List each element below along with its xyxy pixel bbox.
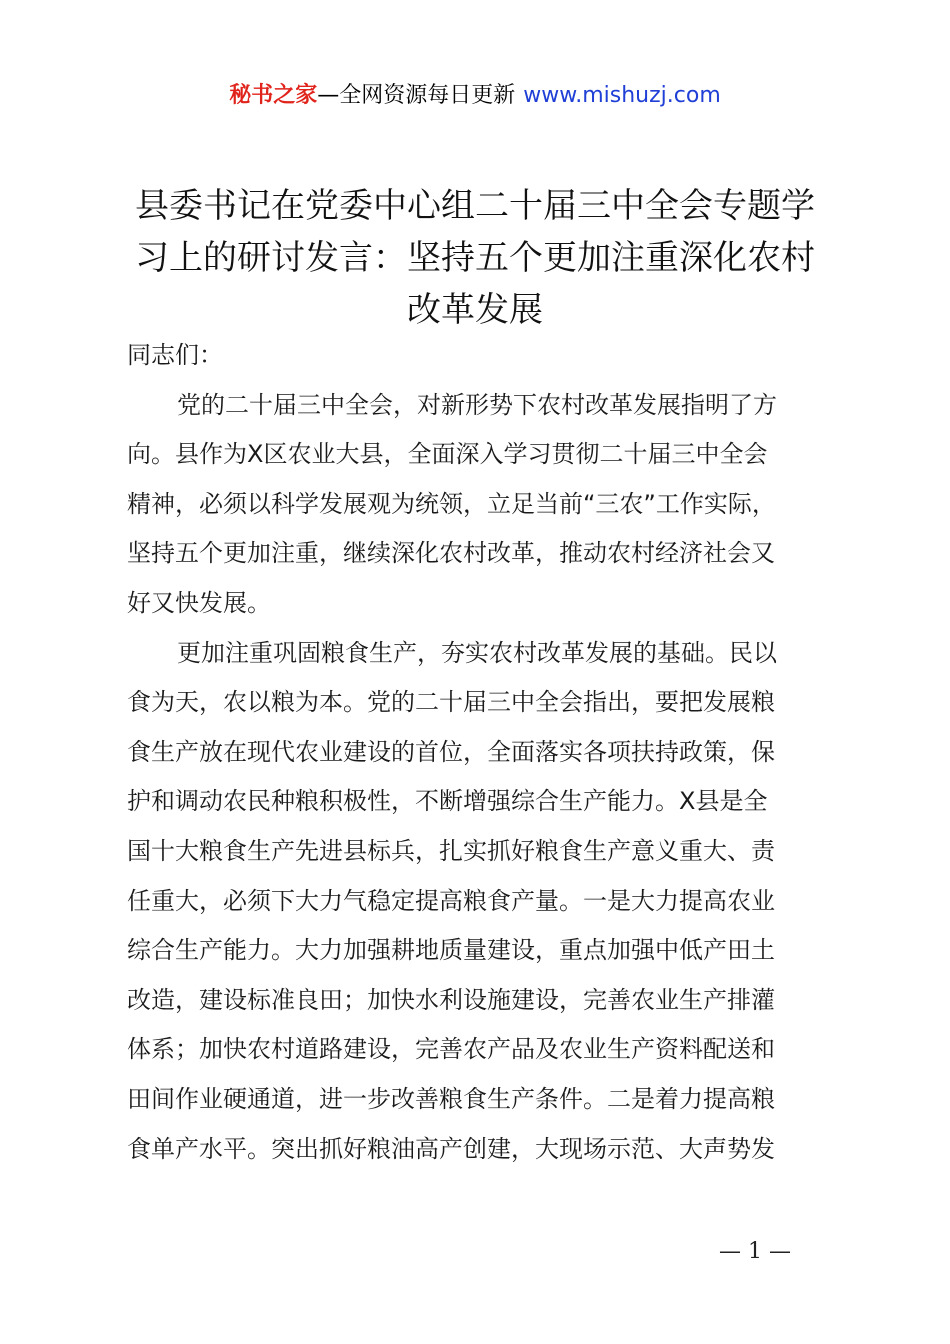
paragraph-line: 更加注重巩固粮食生产，夯实农村改革发展的基础。民以: [177, 638, 777, 667]
paragraph-line: 国十大粮食生产先进县标兵，扎实抓好粮食生产意义重大、责: [127, 836, 775, 865]
site-url-link[interactable]: www.mishuzj.com: [523, 83, 721, 108]
page-number: — 1 —: [719, 1239, 791, 1264]
title-line: 习上的研讨发言：坚持五个更加注重深化农村: [135, 238, 815, 278]
site-slogan: —全网资源每日更新: [317, 83, 516, 108]
salutation: 同志们：: [127, 341, 223, 369]
paragraph-line: 食生产放在现代农业建设的首位，全面落实各项扶持政策，保: [127, 737, 775, 766]
paragraph-line: 食为天，农以粮为本。党的二十届三中全会指出，要把发展粮: [127, 688, 775, 717]
document-body: [127, 331, 857, 1174]
document-title: [115, 180, 835, 336]
site-header: [0, 80, 950, 112]
paragraph-2: [127, 629, 857, 1175]
paragraph-line: 精神，必须以科学发展观为统领，立足当前“三农”工作实际，: [127, 489, 776, 518]
paragraph-line: 党的二十届三中全会，对新形势下农村改革发展指明了方: [177, 390, 777, 419]
paragraph-line: 综合生产能力。大力加强耕地质量建设，重点加强中低产田土: [127, 936, 775, 965]
site-brand: 秘书之家: [229, 83, 318, 108]
title-line: 县委书记在党委中心组二十届三中全会专题学: [135, 186, 815, 226]
paragraph-line: 好又快发展。: [127, 588, 271, 617]
paragraph-line: 田间作业硬通道，进一步改善粮食生产条件。二是着力提高粮: [127, 1084, 775, 1113]
paragraph-1: [127, 381, 857, 629]
paragraph-line: 改造，建设标准良田；加快水利设施建设，完善农业生产排灌: [127, 985, 775, 1014]
title-line: 改革发展: [407, 290, 543, 330]
paragraph-line: 坚持五个更加注重，继续深化农村改革，推动农村经济社会又: [127, 539, 775, 568]
paragraph-line: 向。县作为X区农业大县，全面深入学习贯彻二十届三中全会: [127, 440, 768, 469]
paragraph-line: 任重大，必须下大力气稳定提高粮食产量。一是大力提高农业: [127, 886, 775, 915]
paragraph-line: 食单产水平。突出抓好粮油高产创建，大现场示范、大声势发: [127, 1134, 775, 1163]
paragraph-line: 护和调动农民种粮积极性，不断增强综合生产能力。X县是全: [127, 787, 768, 816]
paragraph-line: 体系；加快农村道路建设，完善农产品及农业生产资料配送和: [127, 1035, 775, 1064]
